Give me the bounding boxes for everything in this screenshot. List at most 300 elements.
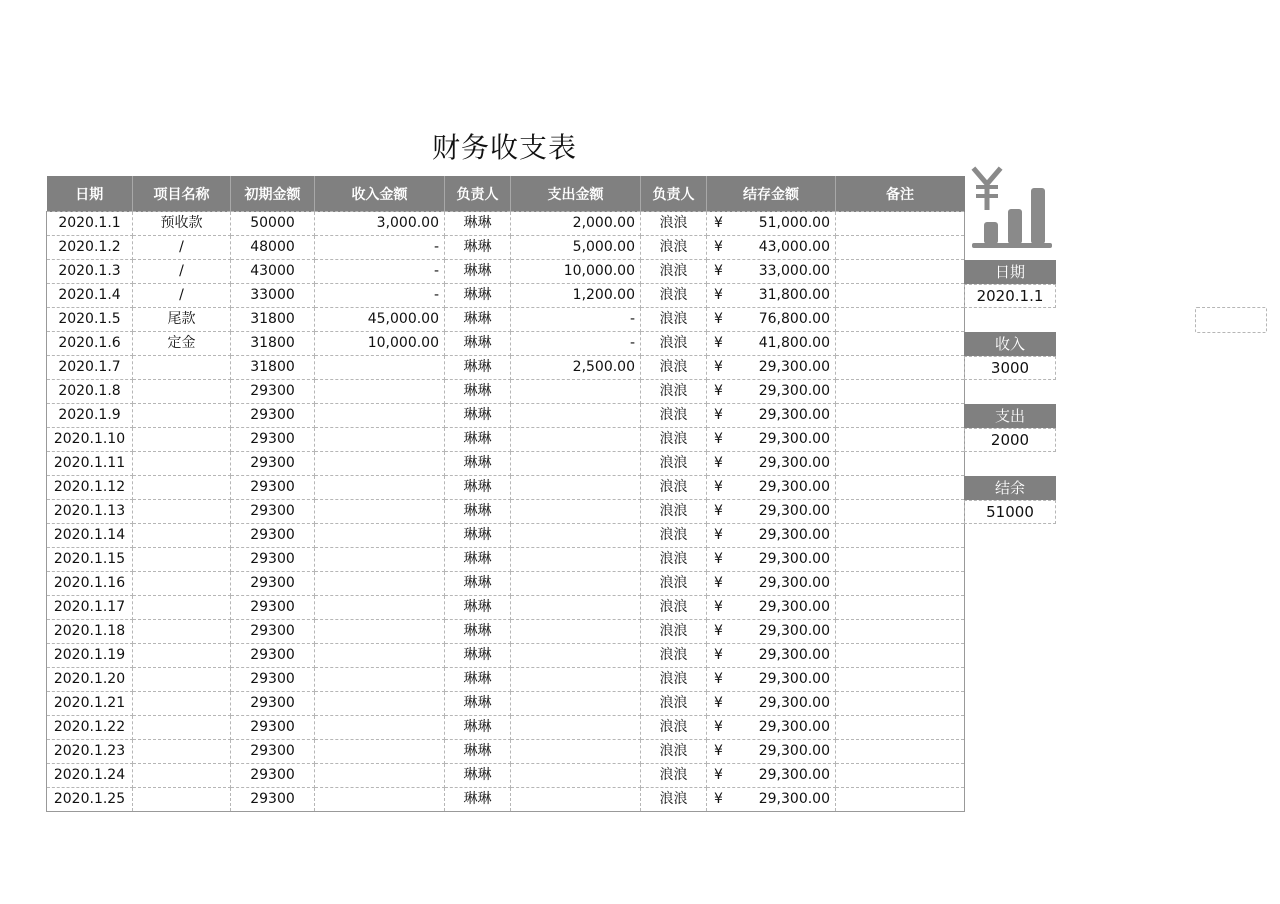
currency-symbol: ¥ <box>714 599 723 615</box>
cell-expense-person[interactable]: 浪浪 <box>641 788 707 812</box>
currency-symbol: ¥ <box>714 335 723 351</box>
table-row <box>47 380 965 404</box>
cell-note[interactable] <box>836 404 965 428</box>
cell-income[interactable] <box>315 764 445 788</box>
currency-symbol: ¥ <box>714 407 723 423</box>
cell-date[interactable]: 2020.1.9 <box>47 404 133 428</box>
cell-balance[interactable] <box>707 452 836 476</box>
table-row <box>47 404 965 428</box>
currency-symbol: ¥ <box>714 623 723 639</box>
cell-expense[interactable] <box>511 668 641 692</box>
cell-income[interactable] <box>315 620 445 644</box>
cell-note[interactable] <box>836 764 965 788</box>
currency-symbol: ¥ <box>714 791 723 807</box>
cell-note[interactable] <box>836 236 965 260</box>
cell-expense-person[interactable]: 浪浪 <box>641 548 707 572</box>
cell-income-person[interactable]: 琳琳 <box>445 596 511 620</box>
cell-income-person[interactable]: 琳琳 <box>445 332 511 356</box>
cell-income-person[interactable]: 琳琳 <box>445 476 511 500</box>
cell-note[interactable] <box>836 452 965 476</box>
cell-item[interactable] <box>133 620 231 644</box>
cell-note[interactable] <box>836 668 965 692</box>
cell-date[interactable]: 2020.1.8 <box>47 380 133 404</box>
cell-date[interactable]: 2020.1.6 <box>47 332 133 356</box>
cell-opening[interactable]: 29300 <box>231 644 315 668</box>
cell-date[interactable]: 2020.1.22 <box>47 716 133 740</box>
cell-balance[interactable] <box>707 356 836 380</box>
currency-symbol: ¥ <box>714 311 723 327</box>
cell-balance[interactable] <box>707 500 836 524</box>
cell-income[interactable] <box>315 524 445 548</box>
cell-item[interactable] <box>133 452 231 476</box>
currency-symbol: ¥ <box>714 743 723 759</box>
cell-date[interactable]: 2020.1.24 <box>47 764 133 788</box>
cell-opening[interactable]: 33000 <box>231 284 315 308</box>
cell-income-person[interactable]: 琳琳 <box>445 716 511 740</box>
col-header-income-person[interactable]: 负责人 <box>445 176 511 212</box>
cell-expense[interactable]: 1,200.00 <box>511 284 641 308</box>
table-row <box>47 716 965 740</box>
cell-income-person[interactable]: 琳琳 <box>445 380 511 404</box>
cell-balance[interactable] <box>707 524 836 548</box>
cell-income-person[interactable]: 琳琳 <box>445 548 511 572</box>
cell-expense-person[interactable]: 浪浪 <box>641 500 707 524</box>
currency-symbol: ¥ <box>714 695 723 711</box>
table-row <box>47 740 965 764</box>
table-row <box>47 356 965 380</box>
cell-expense[interactable] <box>511 380 641 404</box>
cell-opening[interactable]: 31800 <box>231 332 315 356</box>
cell-opening[interactable]: 48000 <box>231 236 315 260</box>
summary-balance-label: 结余 <box>964 476 1056 500</box>
summary-income-label: 收入 <box>964 332 1056 356</box>
col-header-expense-person[interactable]: 负责人 <box>641 176 707 212</box>
cell-income[interactable] <box>315 452 445 476</box>
cell-opening[interactable]: 29300 <box>231 716 315 740</box>
cell-income[interactable] <box>315 788 445 812</box>
balance-value: 29,300.00 <box>758 695 830 711</box>
cell-income-person[interactable]: 琳琳 <box>445 620 511 644</box>
cell-note[interactable] <box>836 572 965 596</box>
cell-expense-person[interactable]: 浪浪 <box>641 764 707 788</box>
currency-symbol: ¥ <box>714 263 723 279</box>
cell-date[interactable]: 2020.1.23 <box>47 740 133 764</box>
cell-expense-person[interactable]: 浪浪 <box>641 644 707 668</box>
cell-opening[interactable]: 29300 <box>231 380 315 404</box>
balance-value: 29,300.00 <box>758 647 830 663</box>
cell-income[interactable] <box>315 356 445 380</box>
col-header-date[interactable]: 日期 <box>47 176 133 212</box>
cell-note[interactable] <box>836 620 965 644</box>
cell-expense[interactable] <box>511 596 641 620</box>
table-row <box>47 668 965 692</box>
cell-date[interactable]: 2020.1.10 <box>47 428 133 452</box>
cell-income-person[interactable]: 琳琳 <box>445 668 511 692</box>
yen-bar-chart-icon <box>970 166 1054 250</box>
cell-item[interactable] <box>133 476 231 500</box>
cell-date[interactable]: 2020.1.11 <box>47 452 133 476</box>
cell-income[interactable] <box>315 476 445 500</box>
cell-expense[interactable]: 2,000.00 <box>511 212 641 236</box>
cell-income-person[interactable]: 琳琳 <box>445 692 511 716</box>
table-row <box>47 212 965 236</box>
table-row <box>47 452 965 476</box>
cell-date[interactable]: 2020.1.16 <box>47 572 133 596</box>
cell-income-person[interactable]: 琳琳 <box>445 260 511 284</box>
cell-item[interactable]: 尾款 <box>133 308 231 332</box>
cell-note[interactable] <box>836 428 965 452</box>
cell-expense-person[interactable]: 浪浪 <box>641 260 707 284</box>
cell-item[interactable] <box>133 788 231 812</box>
cell-date[interactable]: 2020.1.20 <box>47 668 133 692</box>
cell-date[interactable]: 2020.1.17 <box>47 596 133 620</box>
cell-expense[interactable] <box>511 692 641 716</box>
balance-value: 29,300.00 <box>758 671 830 687</box>
cell-income[interactable] <box>315 668 445 692</box>
cell-note[interactable] <box>836 212 965 236</box>
cell-expense[interactable] <box>511 428 641 452</box>
cell-opening[interactable]: 31800 <box>231 308 315 332</box>
cell-opening[interactable]: 29300 <box>231 524 315 548</box>
cell-note[interactable] <box>836 740 965 764</box>
cell-note[interactable] <box>836 284 965 308</box>
cell-expense-person[interactable]: 浪浪 <box>641 596 707 620</box>
cell-note[interactable] <box>836 260 965 284</box>
cell-expense[interactable] <box>511 740 641 764</box>
table-row <box>47 572 965 596</box>
cell-opening[interactable]: 29300 <box>231 620 315 644</box>
cell-income-person[interactable]: 琳琳 <box>445 284 511 308</box>
table-row <box>47 476 965 500</box>
balance-value: 29,300.00 <box>758 575 830 591</box>
cell-item[interactable] <box>133 548 231 572</box>
cell-income[interactable] <box>315 428 445 452</box>
cell-note[interactable] <box>836 500 965 524</box>
table-row <box>47 524 965 548</box>
cell-item[interactable]: / <box>133 236 231 260</box>
cell-expense[interactable] <box>511 452 641 476</box>
table-row <box>47 644 965 668</box>
cell-opening[interactable]: 50000 <box>231 212 315 236</box>
cell-expense[interactable]: 5,000.00 <box>511 236 641 260</box>
cell-income[interactable]: 45,000.00 <box>315 308 445 332</box>
cell-income[interactable] <box>315 500 445 524</box>
cell-note[interactable] <box>836 692 965 716</box>
cell-note[interactable] <box>836 524 965 548</box>
cell-item[interactable] <box>133 692 231 716</box>
cell-opening[interactable]: 29300 <box>231 404 315 428</box>
currency-symbol: ¥ <box>714 719 723 735</box>
cell-balance[interactable] <box>707 308 836 332</box>
balance-value: 29,300.00 <box>758 455 830 471</box>
cell-expense-person[interactable]: 浪浪 <box>641 692 707 716</box>
balance-value: 29,300.00 <box>758 599 830 615</box>
cell-expense-person[interactable]: 浪浪 <box>641 716 707 740</box>
cell-expense-person[interactable]: 浪浪 <box>641 236 707 260</box>
cell-item[interactable] <box>133 428 231 452</box>
cell-income[interactable] <box>315 572 445 596</box>
cell-item[interactable] <box>133 524 231 548</box>
cell-note[interactable] <box>836 788 965 812</box>
cell-item[interactable] <box>133 356 231 380</box>
cell-expense[interactable]: 10,000.00 <box>511 260 641 284</box>
cell-income-person[interactable]: 琳琳 <box>445 236 511 260</box>
cell-date[interactable]: 2020.1.2 <box>47 236 133 260</box>
cell-income[interactable] <box>315 740 445 764</box>
cell-opening[interactable]: 29300 <box>231 476 315 500</box>
cell-opening[interactable]: 29300 <box>231 428 315 452</box>
col-header-note[interactable]: 备注 <box>836 176 965 212</box>
cell-balance[interactable] <box>707 428 836 452</box>
table-row <box>47 692 965 716</box>
cell-expense[interactable] <box>511 404 641 428</box>
cell-income[interactable]: - <box>315 260 445 284</box>
cell-income-person[interactable]: 琳琳 <box>445 524 511 548</box>
col-header-expense[interactable]: 支出金额 <box>511 176 641 212</box>
table-row <box>47 620 965 644</box>
cell-income-person[interactable]: 琳琳 <box>445 764 511 788</box>
cell-income-person[interactable]: 琳琳 <box>445 308 511 332</box>
cell-balance[interactable] <box>707 572 836 596</box>
cell-opening[interactable]: 29300 <box>231 500 315 524</box>
balance-value: 29,300.00 <box>758 383 830 399</box>
cell-income[interactable]: - <box>315 284 445 308</box>
cell-income-person[interactable]: 琳琳 <box>445 356 511 380</box>
cell-opening[interactable]: 29300 <box>231 668 315 692</box>
cell-balance[interactable] <box>707 212 836 236</box>
cell-expense[interactable] <box>511 716 641 740</box>
cell-item[interactable] <box>133 572 231 596</box>
cell-date[interactable]: 2020.1.19 <box>47 644 133 668</box>
cell-expense[interactable] <box>511 572 641 596</box>
balance-value: 33,000.00 <box>758 263 830 279</box>
cell-balance[interactable] <box>707 548 836 572</box>
empty-selection-box[interactable] <box>1195 307 1267 333</box>
cell-income-person[interactable]: 琳琳 <box>445 644 511 668</box>
cell-expense-person[interactable]: 浪浪 <box>641 332 707 356</box>
cell-income-person[interactable]: 琳琳 <box>445 788 511 812</box>
cell-date[interactable]: 2020.1.14 <box>47 524 133 548</box>
cell-expense-person[interactable]: 浪浪 <box>641 524 707 548</box>
balance-value: 29,300.00 <box>758 407 830 423</box>
cell-expense[interactable] <box>511 788 641 812</box>
cell-income[interactable] <box>315 404 445 428</box>
cell-expense[interactable] <box>511 500 641 524</box>
cell-balance[interactable] <box>707 740 836 764</box>
cell-date[interactable]: 2020.1.5 <box>47 308 133 332</box>
header-row <box>47 176 965 212</box>
cell-expense[interactable]: - <box>511 332 641 356</box>
cell-opening[interactable]: 29300 <box>231 692 315 716</box>
cell-opening[interactable]: 29300 <box>231 740 315 764</box>
cell-balance[interactable] <box>707 644 836 668</box>
cell-opening[interactable]: 29300 <box>231 764 315 788</box>
balance-value: 43,000.00 <box>758 239 830 255</box>
cell-date[interactable]: 2020.1.1 <box>47 212 133 236</box>
cell-balance[interactable] <box>707 620 836 644</box>
table-row <box>47 764 965 788</box>
cell-item[interactable] <box>133 404 231 428</box>
cell-income[interactable]: 3,000.00 <box>315 212 445 236</box>
cell-date[interactable]: 2020.1.7 <box>47 356 133 380</box>
cell-expense[interactable]: - <box>511 308 641 332</box>
cell-expense-person[interactable]: 浪浪 <box>641 452 707 476</box>
cell-income[interactable]: - <box>315 236 445 260</box>
summary-date-value[interactable]: 2020.1.1 <box>964 284 1056 308</box>
cell-income-person[interactable]: 琳琳 <box>445 740 511 764</box>
cell-balance[interactable] <box>707 260 836 284</box>
col-header-item[interactable]: 项目名称 <box>133 176 231 212</box>
balance-value: 29,300.00 <box>758 551 830 567</box>
cell-expense[interactable] <box>511 620 641 644</box>
cell-date[interactable]: 2020.1.25 <box>47 788 133 812</box>
currency-symbol: ¥ <box>714 455 723 471</box>
summary-expense-value[interactable]: 2000 <box>964 428 1056 452</box>
cell-expense-person[interactable]: 浪浪 <box>641 476 707 500</box>
cell-expense-person[interactable]: 浪浪 <box>641 284 707 308</box>
cell-date[interactable]: 2020.1.3 <box>47 260 133 284</box>
cell-income[interactable] <box>315 716 445 740</box>
cell-income-person[interactable]: 琳琳 <box>445 212 511 236</box>
cell-note[interactable] <box>836 716 965 740</box>
table-row <box>47 428 965 452</box>
cell-item[interactable] <box>133 500 231 524</box>
cell-item[interactable] <box>133 668 231 692</box>
cell-expense[interactable] <box>511 476 641 500</box>
balance-value: 29,300.00 <box>758 767 830 783</box>
cell-expense[interactable] <box>511 524 641 548</box>
cell-income-person[interactable]: 琳琳 <box>445 452 511 476</box>
cell-expense-person[interactable]: 浪浪 <box>641 380 707 404</box>
cell-expense[interactable] <box>511 548 641 572</box>
cell-opening[interactable]: 29300 <box>231 596 315 620</box>
cell-balance[interactable] <box>707 764 836 788</box>
cell-expense-person[interactable]: 浪浪 <box>641 404 707 428</box>
cell-item[interactable] <box>133 380 231 404</box>
cell-balance[interactable] <box>707 404 836 428</box>
table-row <box>47 308 965 332</box>
cell-expense-person[interactable]: 浪浪 <box>641 356 707 380</box>
cell-note[interactable] <box>836 332 965 356</box>
summary-date-label: 日期 <box>964 260 1056 284</box>
cell-expense-person[interactable]: 浪浪 <box>641 212 707 236</box>
table-row <box>47 236 965 260</box>
col-header-income[interactable]: 收入金额 <box>315 176 445 212</box>
balance-value: 29,300.00 <box>758 791 830 807</box>
currency-symbol: ¥ <box>714 239 723 255</box>
cell-opening[interactable]: 43000 <box>231 260 315 284</box>
balance-value: 51,000.00 <box>758 215 830 231</box>
cell-note[interactable] <box>836 596 965 620</box>
cell-income-person[interactable]: 琳琳 <box>445 428 511 452</box>
currency-symbol: ¥ <box>714 647 723 663</box>
cell-balance[interactable] <box>707 380 836 404</box>
cell-income[interactable] <box>315 380 445 404</box>
balance-value: 31,800.00 <box>758 287 830 303</box>
cell-balance[interactable] <box>707 692 836 716</box>
cell-note[interactable] <box>836 476 965 500</box>
cell-income[interactable] <box>315 548 445 572</box>
cell-income[interactable]: 10,000.00 <box>315 332 445 356</box>
summary-balance-value[interactable]: 51000 <box>964 500 1056 524</box>
balance-value: 41,800.00 <box>758 335 830 351</box>
cell-item[interactable] <box>133 716 231 740</box>
summary-income-value[interactable]: 3000 <box>964 356 1056 380</box>
cell-expense-person[interactable]: 浪浪 <box>641 428 707 452</box>
cell-date[interactable]: 2020.1.21 <box>47 692 133 716</box>
currency-symbol: ¥ <box>714 383 723 399</box>
cell-item[interactable] <box>133 764 231 788</box>
cell-date[interactable]: 2020.1.15 <box>47 548 133 572</box>
cell-item[interactable]: 定金 <box>133 332 231 356</box>
cell-item[interactable]: / <box>133 260 231 284</box>
cell-balance[interactable] <box>707 716 836 740</box>
cell-expense[interactable]: 2,500.00 <box>511 356 641 380</box>
cell-expense-person[interactable]: 浪浪 <box>641 668 707 692</box>
cell-date[interactable]: 2020.1.12 <box>47 476 133 500</box>
cell-income[interactable] <box>315 644 445 668</box>
cell-opening[interactable]: 29300 <box>231 548 315 572</box>
cell-balance[interactable] <box>707 668 836 692</box>
cell-balance[interactable] <box>707 596 836 620</box>
cell-balance[interactable] <box>707 476 836 500</box>
table-row <box>47 596 965 620</box>
table-row <box>47 260 965 284</box>
cell-item[interactable]: 预收款 <box>133 212 231 236</box>
balance-value: 29,300.00 <box>758 719 830 735</box>
finance-table <box>46 176 965 812</box>
col-header-balance[interactable]: 结存金额 <box>707 176 836 212</box>
cell-expense[interactable] <box>511 644 641 668</box>
cell-date[interactable]: 2020.1.13 <box>47 500 133 524</box>
cell-income[interactable] <box>315 692 445 716</box>
currency-symbol: ¥ <box>714 503 723 519</box>
cell-note[interactable] <box>836 380 965 404</box>
table-row <box>47 500 965 524</box>
cell-item[interactable] <box>133 644 231 668</box>
cell-item[interactable] <box>133 596 231 620</box>
cell-item[interactable]: / <box>133 284 231 308</box>
cell-expense-person[interactable]: 浪浪 <box>641 740 707 764</box>
cell-expense-person[interactable]: 浪浪 <box>641 572 707 596</box>
cell-note[interactable] <box>836 644 965 668</box>
cell-note[interactable] <box>836 356 965 380</box>
cell-note[interactable] <box>836 548 965 572</box>
cell-opening[interactable]: 29300 <box>231 452 315 476</box>
cell-opening[interactable]: 29300 <box>231 572 315 596</box>
cell-opening[interactable]: 29300 <box>231 788 315 812</box>
cell-income[interactable] <box>315 596 445 620</box>
balance-value: 29,300.00 <box>758 743 830 759</box>
cell-expense[interactable] <box>511 764 641 788</box>
cell-expense-person[interactable]: 浪浪 <box>641 308 707 332</box>
col-header-opening[interactable]: 初期金额 <box>231 176 315 212</box>
cell-item[interactable] <box>133 740 231 764</box>
cell-date[interactable]: 2020.1.4 <box>47 284 133 308</box>
cell-note[interactable] <box>836 308 965 332</box>
cell-balance[interactable] <box>707 236 836 260</box>
cell-income-person[interactable]: 琳琳 <box>445 404 511 428</box>
cell-opening[interactable]: 31800 <box>231 356 315 380</box>
cell-income-person[interactable]: 琳琳 <box>445 572 511 596</box>
cell-balance[interactable] <box>707 284 836 308</box>
cell-balance[interactable] <box>707 788 836 812</box>
balance-value: 29,300.00 <box>758 479 830 495</box>
cell-balance[interactable] <box>707 332 836 356</box>
cell-expense-person[interactable]: 浪浪 <box>641 620 707 644</box>
cell-date[interactable]: 2020.1.18 <box>47 620 133 644</box>
cell-income-person[interactable]: 琳琳 <box>445 500 511 524</box>
